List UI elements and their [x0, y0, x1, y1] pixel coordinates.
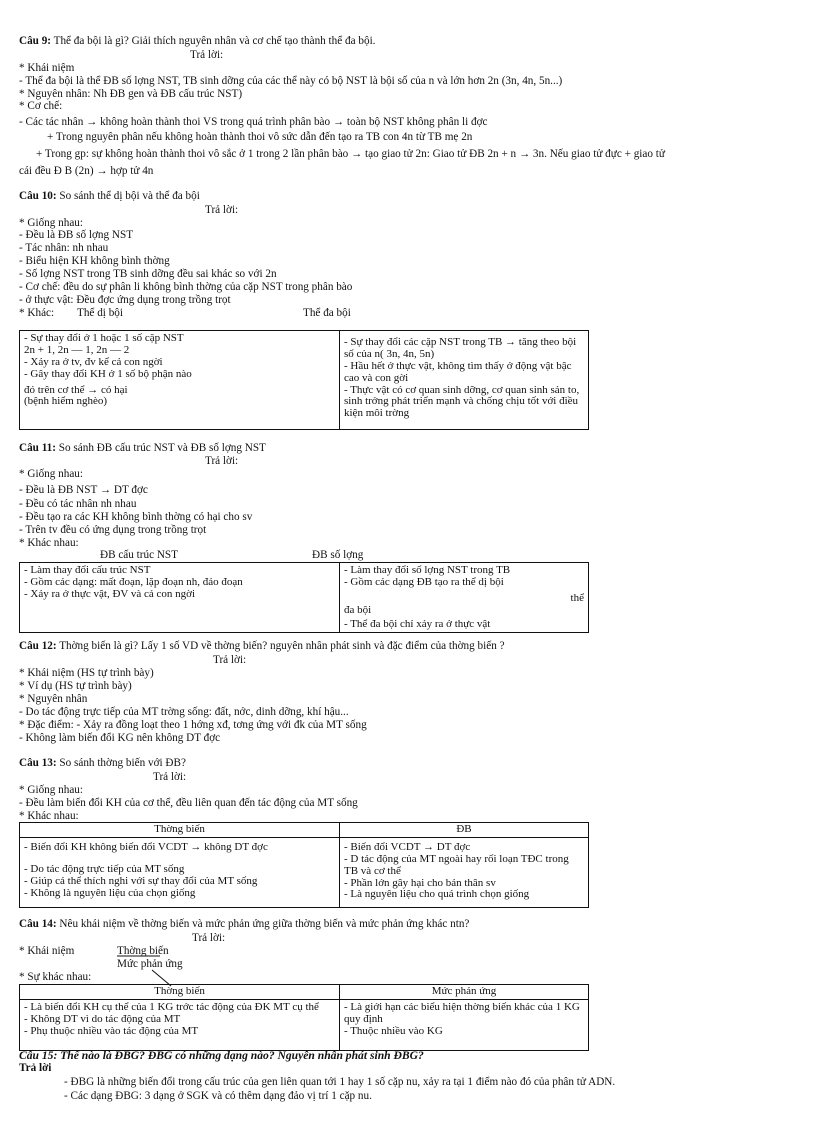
q13-line: * Khác nhau: — [19, 810, 79, 822]
q10-left-item: - Xảy ra ở tv, đv kể cả con ngời — [24, 355, 163, 368]
q11-answer-label: Trả lời: — [205, 455, 239, 467]
q11-right-item: đa bội — [344, 603, 372, 616]
q13-answer-label: Trả lời: — [153, 771, 187, 783]
q10-left-item: - Sự thay đổi ở 1 hoặc 1 số cặp NST — [24, 332, 184, 344]
q13-left-item: - Giúp cá thể thích nghi với sự thay đổi của MT sống — [24, 874, 258, 887]
q14-answer-label: Trả lời: — [192, 932, 226, 944]
q9-title: Câu 9: — [19, 35, 52, 47]
q12-line: - Không làm biến đổi KG nên không DT đợc — [19, 732, 221, 744]
q14-left-cell — [20, 999, 340, 1050]
q14-right-item: - Thuộc nhiều vào KG — [344, 1024, 443, 1037]
q10-right-item: - Sự thay đổi các cặp NST trong TB → tăng theo bội số của n( 3n, 4n, 5n) — [344, 336, 577, 360]
q14-concept-label: * Khái niệm — [19, 945, 75, 957]
q14-left-item: - Phụ thuộc nhiều vào tác động của MT — [24, 1024, 199, 1037]
q14-title: Câu 14: — [19, 918, 57, 930]
q10-right-item: - Hầu hết ở thực vật, không tìm thấy ở động vật bậc cao và con gời — [344, 359, 572, 384]
q12-title: Câu 12: — [19, 640, 57, 652]
q13-right-item: - Phần lớn gây hại cho bản thân sv — [344, 876, 496, 889]
q11-left-item: - Gồm các dạng: mất đoạn, lặp đoạn nh, đảo đoạn — [24, 575, 243, 588]
q13-title: Câu 13: — [19, 757, 57, 769]
q14-concept-a: Thờng biến — [117, 945, 169, 957]
q13-left-item: - Do tác động trực tiếp của MT sống — [24, 862, 185, 875]
q10-line: - Cơ chế: đều do sự phân li không bình thờng của cặp NST trong phân bào — [19, 281, 353, 293]
q10-left-item: đó trên cơ thể → có hại — [24, 383, 128, 396]
q14-right-cell — [340, 999, 589, 1050]
q11-title: Câu 11: — [19, 442, 56, 454]
q14-col-right-header: Mức phản ứng — [340, 985, 589, 1000]
q10-line: - Số lợng NST trong TB sinh dỡng đều sai khác so với 2n — [19, 268, 277, 280]
q13-left-item: - Biến đổi KH không biến đổi VCDT → không DT đợc — [24, 840, 268, 853]
q11-right-item: thể — [570, 591, 584, 604]
q11-right-item: - Gồm các dạng ĐB tạo ra thể dị bội — [344, 575, 504, 588]
q10-left-item: (bệnh hiểm nghèo) — [24, 395, 108, 408]
q11-right-item: - Làm thay đổi số lợng NST trong TB — [344, 564, 511, 576]
q13-col-right-header: ĐB — [340, 823, 589, 838]
q9-line: cái đều Đ B (2n) → hợp tử 4n — [19, 165, 154, 177]
q12-line: * Nguyên nhân — [19, 693, 88, 705]
q11-line: * Khác nhau: — [19, 537, 79, 549]
q13-question: So sánh thờng biến với ĐB? — [56, 757, 186, 769]
q12-answer-label: Trả lời: — [213, 654, 247, 666]
q9-line: - Các tác nhân → không hoàn thành thoi VS trong quá trình phân bào → toàn bộ NST không phân li đợc — [19, 116, 488, 128]
q13-right-item: - Biến đổi VCDT → DT đợc — [344, 840, 471, 853]
q11-line: - Trên tv đều có ứng dụng trong trồng trọt — [19, 524, 207, 536]
q10-col-right-header: Thể đa bội — [303, 307, 351, 319]
q11-line: - Đều tạo ra các KH không bình thờng có hại cho sv — [19, 511, 253, 523]
q9-line: + Trong nguyên phân nếu không hoàn thành thoi vô sức dẫn đến tạo ra TB con 4n từ TB mẹ 2n — [47, 131, 473, 143]
q10-line: - ở thực vật: Đều đợc ứng dụng trong trồng trọt — [19, 294, 231, 306]
q14-diff-label: * Sự khác nhau: — [19, 971, 92, 983]
q13-left-item: - Không là nguyên liệu của chọn giống — [24, 886, 196, 899]
q10-right-item: - Thực vật có cơ quan sinh dỡng, cơ quan sinh sản to, sinh trởng phát triển mạnh và chống chịu tốt với điều kiện môi trờng — [344, 383, 580, 420]
q10-question: So sánh thể dị bội và thể đa bội — [56, 190, 200, 202]
q11-left-item: - Làm thay đổi cấu trúc NST — [24, 564, 151, 576]
q9-line: * Cơ chế: — [19, 100, 63, 112]
q10-line: - Biểu hiện KH không bình thờng — [19, 255, 170, 267]
q12-line: - Do tác động trực tiếp của MT trờng sống: đất, nớc, dinh dỡng, khí hậu... — [19, 706, 349, 718]
q15-title: Câu 15: Thế nào là ĐBG? ĐBG có những dạng nào? Nguyên nhân phát sinh ĐBG? — [19, 1049, 424, 1062]
q15-answer-label: Trả lời — [19, 1062, 52, 1074]
q12-line: * Ví dụ (HS tự trình bày) — [19, 680, 132, 692]
q15-line: - Các dạng ĐBG: 3 dạng ở SGK và có thêm dạng đảo vị trí 1 cặp nu. — [64, 1090, 372, 1102]
q10-answer-label: Trả lời: — [205, 204, 239, 216]
q10-line: * Giống nhau: — [19, 217, 84, 229]
q13-right-item: - Là nguyên liệu cho quá trình chọn giống — [344, 888, 530, 901]
q14-col-left-header: Thờng biến — [20, 985, 340, 1000]
q12-line: * Khái niệm (HS tự trình bày) — [19, 667, 154, 679]
q9-line: - Thể đa bội là thể ĐB số lợng NST, TB sinh dỡng của các thể này có bộ NST là bội số của n và lớn hơn 2n (3n, 4n, 5n...) — [19, 75, 563, 87]
q11-line: - Đều là ĐB NST → DT đợc — [19, 484, 148, 496]
q11-right-item: - Thể đa bội chỉ xảy ra ở thực vật — [344, 617, 491, 630]
q14-left-item: - Là biến đổi KH cụ thể của 1 KG trớc tác động của ĐK MT cụ thể — [24, 1000, 319, 1013]
q14-concept-b: Mức phản ứng — [117, 958, 183, 970]
q10-khac-label: * Khác: — [19, 307, 55, 319]
q14-right-item: - Là giới hạn các biểu hiện thờng biến khác của 1 KG quy định — [344, 1000, 580, 1025]
q12-line: * Đặc điểm: - Xảy ra đồng loạt theo 1 hớng xđ, tơng ứng với đk của MT sống — [19, 719, 367, 731]
q12-question: Thờng biến là gì? Lấy 1 số VD về thờng biến? nguyên nhân phát sinh và đặc điểm của thờng biến ? — [56, 640, 505, 652]
q9-answer-label: Trả lời: — [190, 49, 224, 61]
q11-col-left-header: ĐB cấu trúc NST — [100, 549, 178, 561]
q14-left-item: - Không DT vì do tác động của MT — [24, 1012, 181, 1025]
q11-question: So sánh ĐB cấu trúc NST và ĐB số lợng NST — [56, 442, 266, 454]
q13-line: * Giống nhau: — [19, 784, 84, 796]
q10-left-item: - Gây thay đổi KH ở 1 số bộ phận nào — [24, 367, 192, 380]
q15-line: - ĐBG là những biến đổi trong cấu trúc của gen liên quan tới 1 hay 1 số cặp nu, xảy ra tại 1 điểm nào đó của phân tử ADN. — [64, 1076, 616, 1088]
q11-line: - Đều có tác nhân nh nhau — [19, 498, 137, 510]
q9-line: * Nguyên nhân: Nh ĐB gen và ĐB cấu trúc NST) — [19, 88, 243, 100]
q10-line: - Đều là ĐB số lợng NST — [19, 229, 134, 241]
q9-line: + Trong gp: sự không hoàn thành thoi vô sắc ở 1 trong 2 lần phân bào → tạo giao tử 2n: Giao tử ĐB 2n + n → 3n. Nếu giao tử đực + giao tử — [36, 148, 665, 160]
q9-line: * Khái niệm — [19, 62, 75, 74]
q11-left-item: - Xảy ra ở thực vật, ĐV và cả con ngời — [24, 587, 196, 600]
q10-title: Câu 10: — [19, 190, 57, 202]
q10-line: - Tác nhân: nh nhau — [19, 242, 109, 254]
q14-compare-table — [19, 984, 589, 1051]
q11-line: * Giống nhau: — [19, 468, 84, 480]
q10-col-left-header: Thể dị bội — [77, 307, 123, 319]
q13-right-item: - D tác động của MT ngoài hay rối loạn TĐC trong TB và cơ thể — [344, 852, 569, 877]
q13-line: - Đều làm biến đổi KH của cơ thể, đều liên quan đến tác động của MT sống — [19, 797, 358, 809]
q14-question: Nêu khái niệm về thờng biến và mức phản ứng giữa thờng biến và mức phản ứng khác ntn? — [56, 918, 470, 930]
q11-col-right-header: ĐB số lợng — [312, 549, 364, 561]
q13-col-left-header: Thờng biến — [20, 823, 340, 838]
q9-question: Thể đa bội là gì? Giải thích nguyên nhân và cơ chế tạo thành thể đa bội. — [51, 35, 376, 47]
q10-left-item: 2n + 1, 2n — 1, 2n — 2 — [24, 343, 130, 356]
